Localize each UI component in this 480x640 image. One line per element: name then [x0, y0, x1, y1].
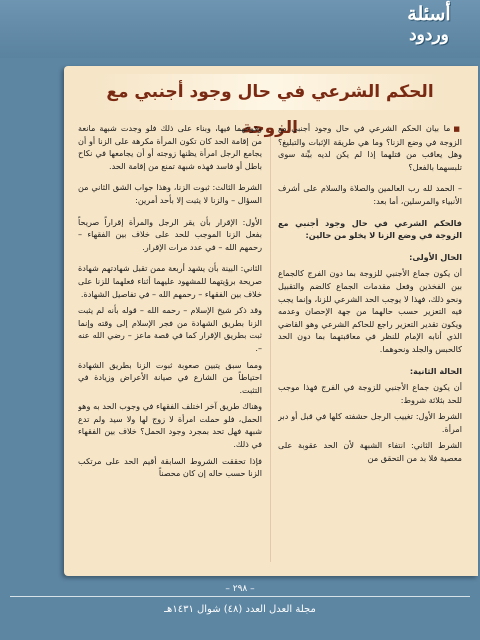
article-column-right	[278, 122, 462, 566]
left-paragraph-7: وهناك طريق آخر اختلف الفقهاء في وجوب الحد به وهو الحمل، فلو حملت امرأة لا زوج لها ولا سيد ولم تدع شبهة فهل تحد بمجرد وجود الحمل؟ خلاف بين الفقهاء في ذلك.	[78, 401, 262, 450]
answer-intro: فالحكم الشرعي في حال وجود أجنبي مع الزوجة في وضع الزنا لا يخلو من حالين:	[278, 217, 462, 241]
left-paragraph-1: وقوعهما فيها، وبناء على ذلك فلو وجدت شبهة مانعة من إقامة الحد كان تكون المرأة مكرهة على الزنا أو أن يجامع الرجل امرأة يظنها زوجته أو أن يجامعها في نكاح باطل أو فاسد فهذه شبهة تمنع من إقامة الحد.	[78, 123, 262, 171]
answer-opening: – الحمد لله رب العالمين والصلاة والسلام على أشرف الأنبياء والمرسلين، أما بعد:	[278, 183, 462, 206]
section-logo-line1: أسئلة	[407, 3, 451, 25]
second-case-paragraph: أن يكون جماع الأجنبي للزوجة في الفرج فهذا موجب للحد بثلاثة شروط:	[278, 382, 462, 405]
first-condition: الشرط الأول: تغييب الرجل حشفته كلها في قبل أو دبر امرأة.	[278, 411, 462, 434]
article-title: الحكم الشرعي في حال وجود أجنبي مع الزوجة	[94, 74, 446, 110]
left-paragraph-5: وقد ذكر شيخ الإسلام – رحمه الله – قوله بأنه لم يثبت الزنا بطريق الشهادة من فجر الإسلام إلى وقته وإنما ثبت بطريق الإقرار كما في قصة ماعز – رضي الله عنه –.	[78, 305, 262, 353]
first-case-paragraph: أن يكون جماع الأجنبي للزوجة بما دون الفرج كالجماع بين الفخذين وفعل مقدمات الجماع كالضم والتقبيل ونحو ذلك، فهذا لا يوجب الحد الشرعي للزنا، وإنما يجب فيه التعزير حسب حالهما من جهة الإحصان وعدمه ويكون تقدير التعزير راجع للحاكم الشرعي وهو القاضي الذي أنابه الإمام للنظر في معاقبتهما بما دون الحد كالحبس والجلد ونحوهما.	[278, 268, 462, 354]
journal-footer: مجلة العدل العدد (٤٨) شوال ١٤٣١هـ	[164, 604, 316, 615]
column-divider	[270, 128, 271, 562]
page-number: – ٢٩٨ –	[225, 584, 255, 594]
left-paragraph-6: ومما سبق يتبين صعوبة ثبوت الزنا بطريق الشهادة احتياطاً من الشارع في صيانة الأعراض وزيادة في التثبت.	[78, 359, 262, 395]
footer-divider	[10, 596, 470, 597]
heading-first-case: الحال الأولى:	[409, 251, 462, 262]
question-text: ما بيان الحكم الشرعي في حال وجود أجنبي مع الزوجة في وضع الزنا؟ وما هي طريقة الإثبات والتبليغ؟ وهل يعاقب من قتلهما إذا لم يكن لديه بيِّنة سوى تلبسهما بالفعل؟	[278, 123, 462, 172]
heading-second-case: الحالة الثانية:	[409, 365, 462, 376]
square-bullet-icon: ■	[453, 125, 462, 133]
question-paragraph	[278, 122, 462, 173]
proof-confession: الأول: الإقرار بأن يقر الرجل والمرأة إقراراً صريحاً بفعل الزنا الموجب للحد على خلاف بين الفقهاء – رحمهم الله – في عدد مرات الإقرار.	[78, 216, 262, 252]
second-condition: الشرط الثاني: انتفاء الشبهة لأن الحد عقوبة على معصية فلا بد من التحقق من	[278, 440, 462, 464]
left-paragraph-8: فإذا تحققت الشروط السابقة أقيم الحد على مرتكب الزنا حسب حاله إن كان محصناً	[78, 455, 262, 479]
section-logo	[384, 2, 474, 54]
section-logo-line2: وردود	[409, 25, 449, 45]
article-column-left	[78, 122, 262, 566]
article-page	[64, 66, 478, 576]
third-condition: الشرط الثالث: ثبوت الزنا، وهذا جواب الشق الثاني من السؤال – والزنا لا يثبت إلا بأحد أمرين:	[78, 182, 262, 205]
proof-testimony: الثاني: البينة بأن يشهد أربعة ممن تقبل شهادتهم شهادة صريحة برؤيتهما للمشهود عليهما أثناء فعلهما للزنا على خلاف بين الفقهاء – رحمهم الله – في تفاصيل الشهادة.	[78, 263, 262, 299]
